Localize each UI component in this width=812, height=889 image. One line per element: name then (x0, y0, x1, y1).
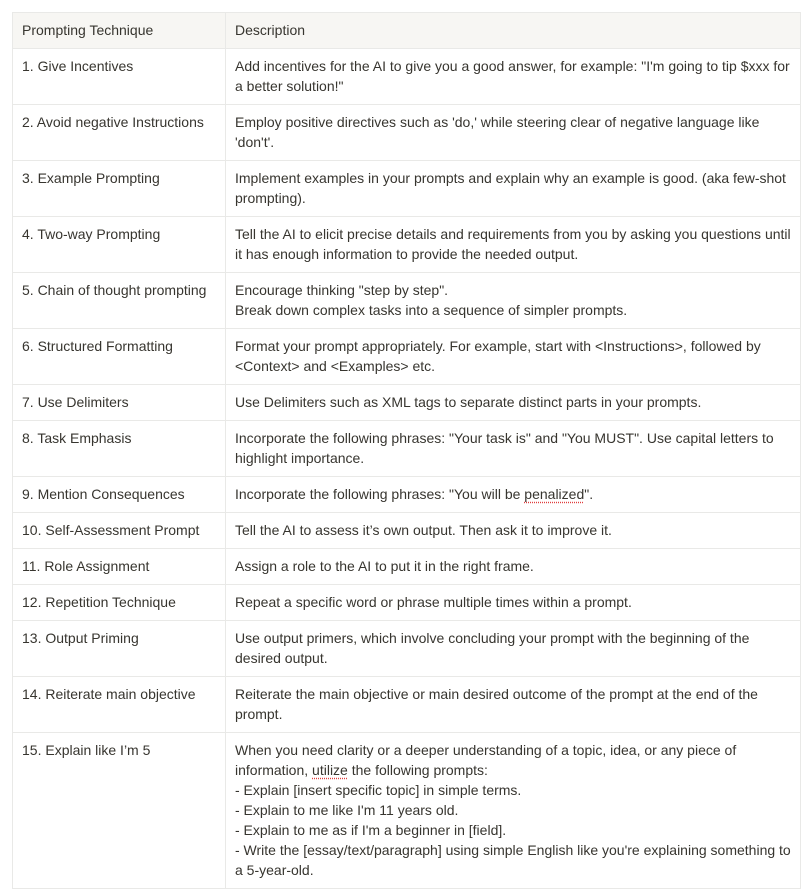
technique-cell[interactable]: 6. Structured Formatting (13, 329, 226, 385)
technique-cell[interactable]: 4. Two-way Prompting (13, 217, 226, 273)
description-cell[interactable] (226, 733, 801, 889)
technique-cell[interactable]: 3. Example Prompting (13, 161, 226, 217)
technique-cell[interactable]: 13. Output Priming (13, 621, 226, 677)
description-cell[interactable]: Reiterate the main objective or main desired outcome of the prompt at the end of the prompt. (226, 677, 801, 733)
technique-cell[interactable]: 9. Mention Consequences (13, 477, 226, 513)
description-cell[interactable]: Implement examples in your prompts and explain why an example is good. (aka few-shot prompting). (226, 161, 801, 217)
description-cell[interactable]: Use Delimiters such as XML tags to separate distinct parts in your prompts. (226, 385, 801, 421)
table-header-row (13, 13, 801, 49)
technique-cell[interactable]: 5. Chain of thought prompting (13, 273, 226, 329)
table-row (13, 677, 801, 733)
description-cell[interactable]: Format your prompt appropriately. For example, start with <Instructions>, followed by <Context> and <Examples> etc. (226, 329, 801, 385)
description-cell[interactable]: Tell the AI to elicit precise details and requirements from you by asking you questions until it has enough information to provide the needed output. (226, 217, 801, 273)
description-cell[interactable]: Use output primers, which involve concluding your prompt with the beginning of the desired output. (226, 621, 801, 677)
prompting-techniques-table (12, 12, 801, 889)
table-row (13, 161, 801, 217)
technique-cell[interactable]: 8. Task Emphasis (13, 421, 226, 477)
table-row (13, 549, 801, 585)
technique-cell[interactable]: 14. Reiterate main objective (13, 677, 226, 733)
text-segment: ". (584, 486, 594, 502)
technique-cell[interactable]: 1. Give Incentives (13, 49, 226, 105)
table-row (13, 385, 801, 421)
description-cell[interactable]: Repeat a specific word or phrase multiple times within a prompt. (226, 585, 801, 621)
table-row (13, 585, 801, 621)
technique-cell[interactable]: 11. Role Assignment (13, 549, 226, 585)
description-cell[interactable]: Employ positive directives such as 'do,' while steering clear of negative language like 'don't'. (226, 105, 801, 161)
technique-cell[interactable]: 12. Repetition Technique (13, 585, 226, 621)
table-row (13, 733, 801, 889)
table-row (13, 477, 801, 513)
technique-cell[interactable]: 2. Avoid negative Instructions (13, 105, 226, 161)
description-cell[interactable]: Incorporate the following phrases: "Your task is" and "You MUST". Use capital letters to highlight importance. (226, 421, 801, 477)
description-cell[interactable]: Assign a role to the AI to put it in the right frame. (226, 549, 801, 585)
table-row (13, 105, 801, 161)
technique-cell[interactable]: 10. Self-Assessment Prompt (13, 513, 226, 549)
table-row (13, 273, 801, 329)
text-segment: Incorporate the following phrases: "You will be (235, 486, 525, 502)
description-cell[interactable]: Encourage thinking "step by step". Break down complex tasks into a sequence of simpler prompts. (226, 273, 801, 329)
technique-cell[interactable]: 15. Explain like I’m 5 (13, 733, 226, 889)
table-row (13, 329, 801, 385)
technique-cell[interactable]: 7. Use Delimiters (13, 385, 226, 421)
table-row (13, 217, 801, 273)
description-cell[interactable] (226, 477, 801, 513)
text-segment: When you need clarity or a deeper understanding of a topic, idea, or any piece of information, (235, 742, 737, 778)
header-description[interactable]: Description (226, 13, 801, 49)
table-row (13, 621, 801, 677)
description-cell[interactable]: Tell the AI to assess it’s own output. Then ask it to improve it. (226, 513, 801, 549)
text-segment: the following prompts: - Explain [insert specific topic] in simple terms. - Explain to me like I'm 11 years old. - Explain to me as if I'm a beginner in [field]. - Write the [essay/text/paragraph] using simple English like you're explaining something to a 5-year-old. (235, 762, 791, 878)
table-row (13, 513, 801, 549)
spellcheck-word[interactable]: utilize (312, 762, 348, 778)
table-row (13, 421, 801, 477)
description-cell[interactable]: Add incentives for the AI to give you a good answer, for example: "I'm going to tip $xxx for a better solution!" (226, 49, 801, 105)
header-technique[interactable]: Prompting Technique (13, 13, 226, 49)
table-row (13, 49, 801, 105)
table-body (13, 49, 801, 889)
spellcheck-word[interactable]: penalized (524, 486, 585, 502)
